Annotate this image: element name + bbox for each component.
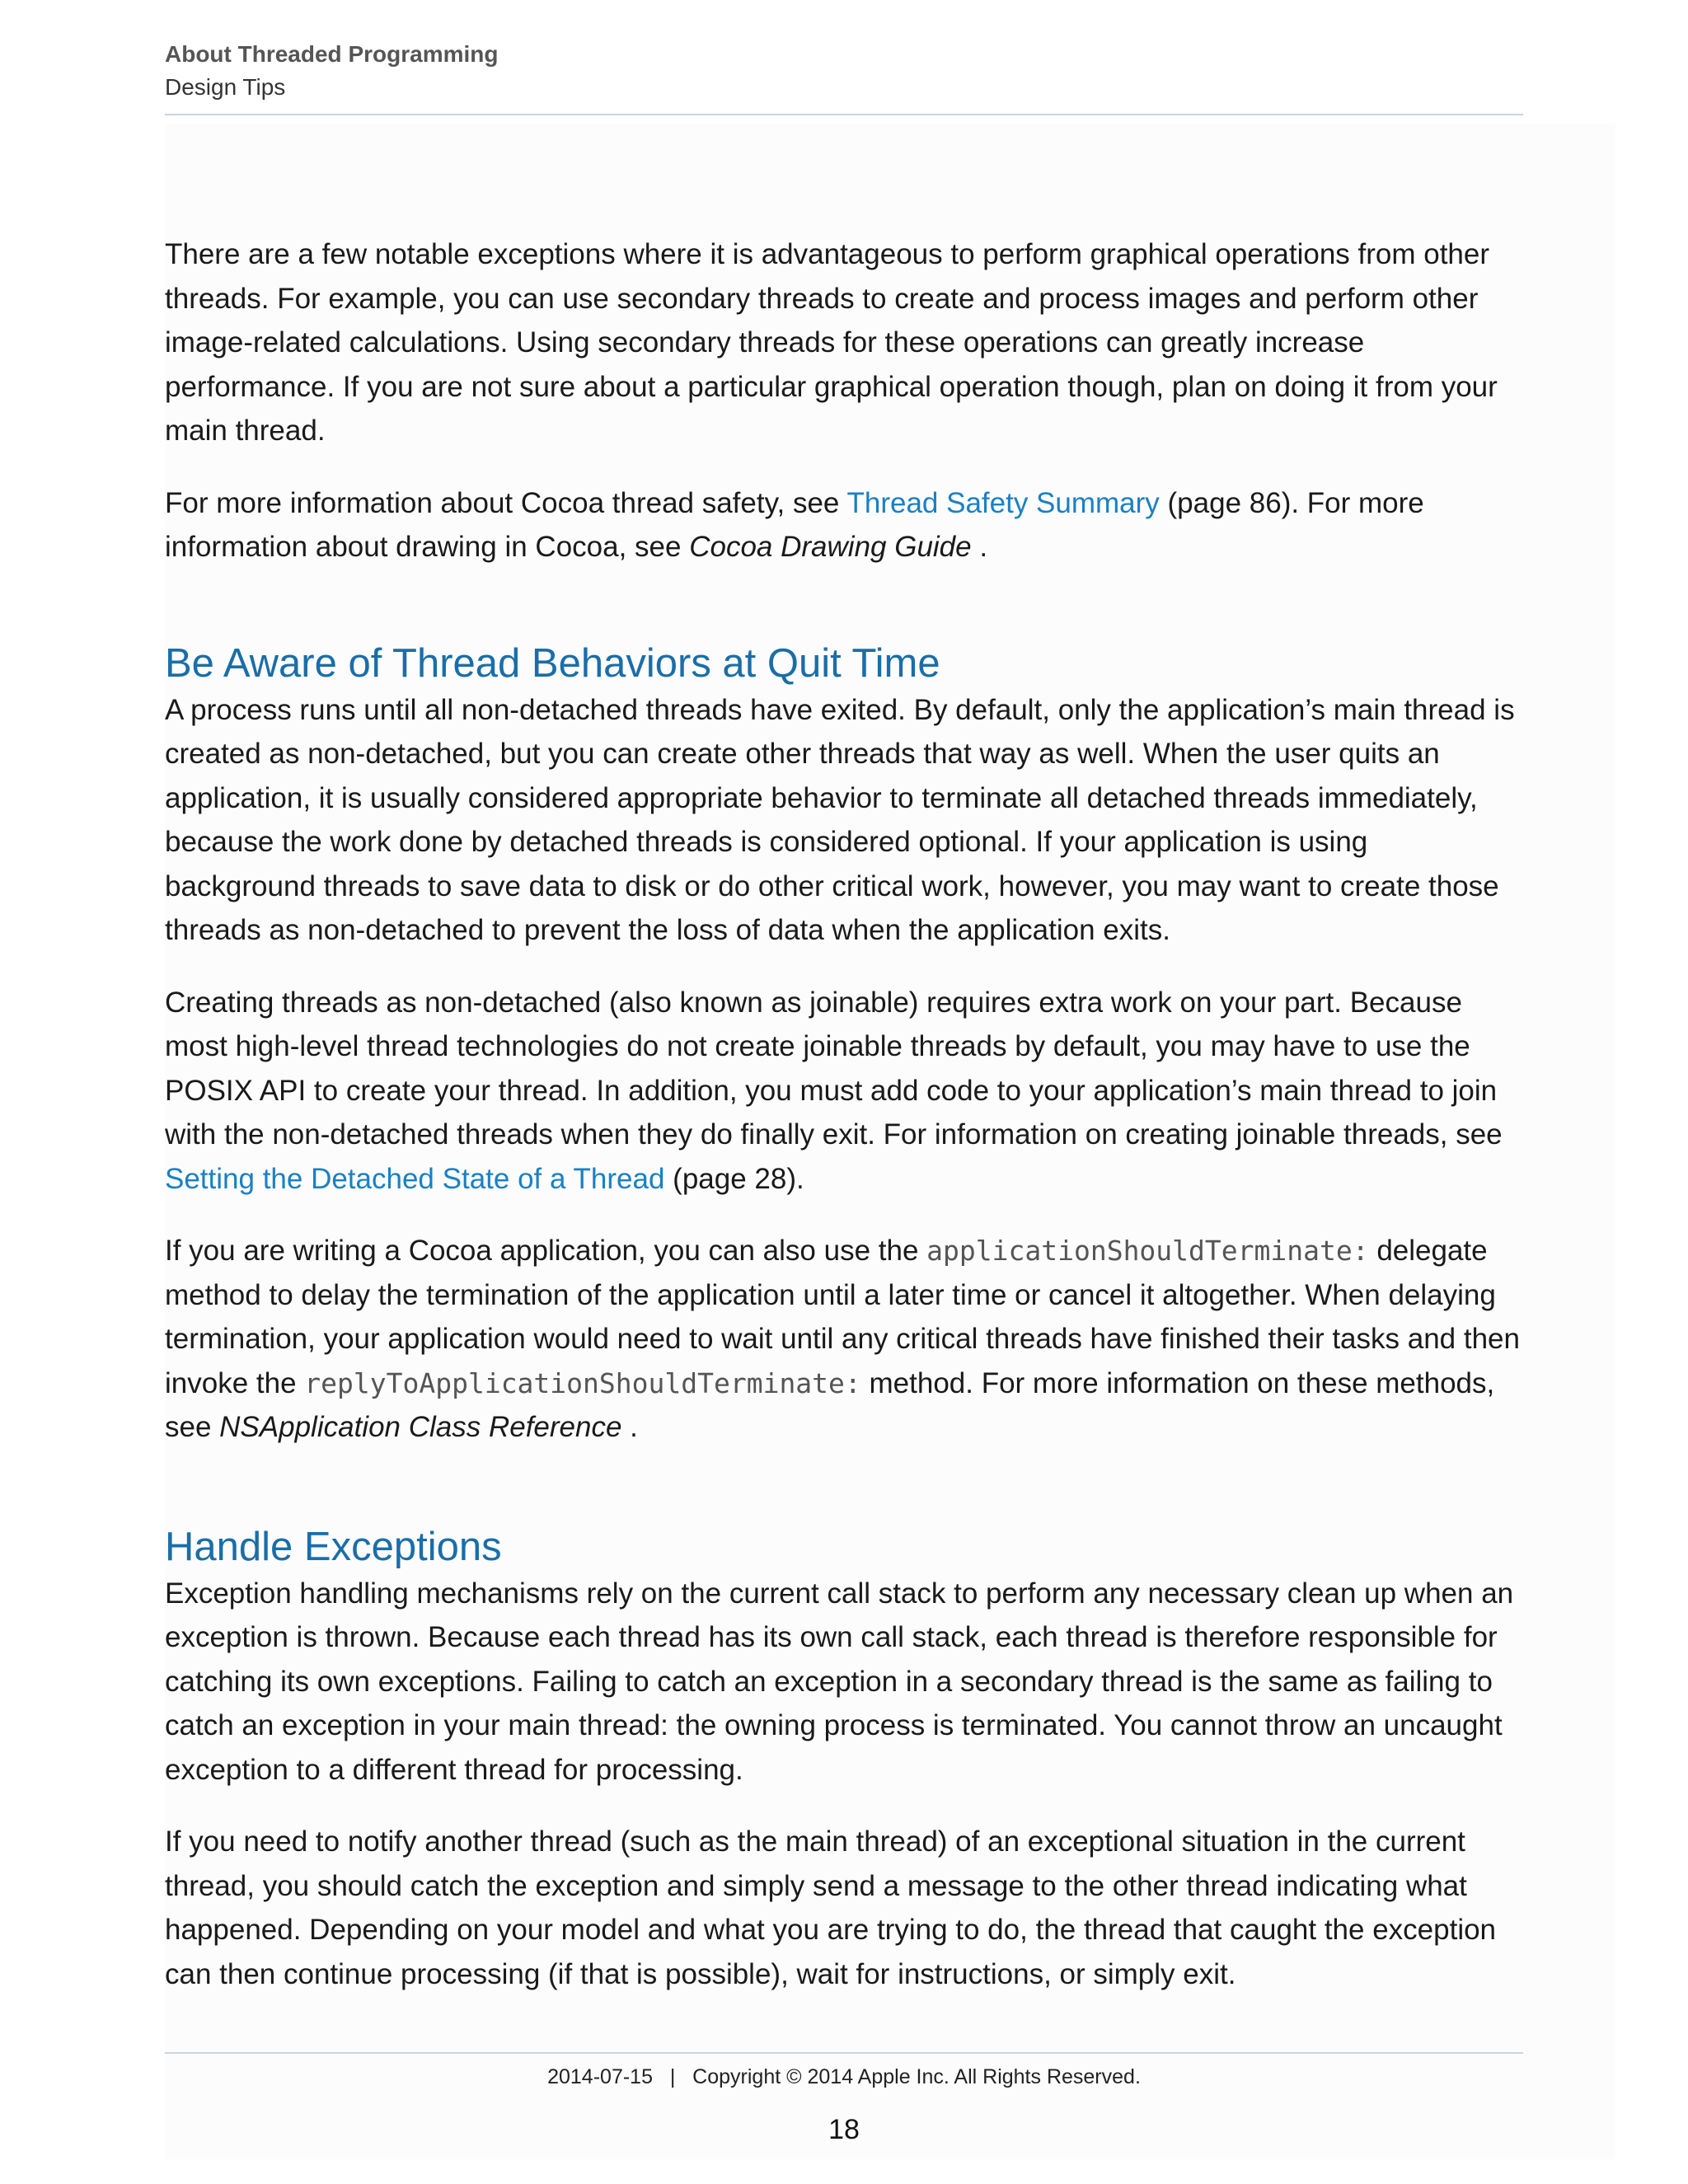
paragraph-process-runs: A process runs until all non-detached threads have exited. By default, only the application’s main thread is created as non-detached, but you can create other threads that way as well. When the user quits an application, it is usually considered appropriate behavior to terminate all detached threads immediately, because the work done by detached threads is considered optional. If your application is using background threads to save data to disk or do other critical work, however, you may want to create those threads as non-detached to prevent the loss of data when the application exits.: [165, 693, 1515, 946]
text-run: Creating threads as non-detached (also known as joinable) requires extra work on your part. Because most high-level thread technologies do not create joinable threads by default, you may have to use the POSIX API to create your thread. In addition, you must add code to your application’s main thread to join with the non-detached threads when they do finally exit. For information on creating joinable threads, see: [165, 986, 1503, 1151]
text-run: .: [621, 1411, 638, 1443]
text-run: For more information about Cocoa thread safety, see: [165, 486, 847, 519]
nsapplication-class-reference-title: NSApplication Class Reference: [219, 1411, 622, 1443]
heading-quit-time: Be Aware of Thread Behaviors at Quit Time: [165, 640, 940, 686]
running-header: [165, 38, 1523, 104]
cocoa-drawing-guide-title: Cocoa Drawing Guide: [689, 531, 972, 563]
paragraph-cocoa-termination: [165, 1229, 1523, 1450]
text-run: (page 28).: [664, 1162, 804, 1195]
paragraph-joinable: [165, 981, 1523, 1202]
chapter-title: About Threaded Programming: [165, 41, 499, 67]
main-content: [165, 232, 1523, 2024]
text-run: delegate method to delay the termination of the application until a later time or cancel it altogether. When delaying termination, your application would need to wait until any critical threads have finished their tasks and then invoke the: [165, 1235, 1520, 1399]
footer-copyright: Copyright © 2014 Apple Inc. All Rights Reserved.: [692, 2065, 1141, 2088]
text-run: method. For more information on these methods, see: [165, 1366, 1495, 1443]
paragraph-graphics-exceptions: There are a few notable exceptions where it is advantageous to perform graphical operations from other threads. For example, you can use secondary threads to create and process images and perform other image-related calculations. Using secondary threads for these operations can greatly increase performance. If you are not sure about a particular graphical operation though, plan on doing it from your main thread.: [165, 238, 1498, 447]
spacer: [165, 1478, 1523, 1522]
paragraph-notify-thread: If you need to notify another thread (such as the main thread) of an exceptional situation in the current thread, you should catch the exception and simply send a message to the other thread indicating what happened. Depending on your model and what you are trying to do, the thread that caught the exception can then continue processing (if that is possible), wait for instructions, or simply exit.: [165, 1825, 1497, 1990]
header-divider: [165, 114, 1523, 115]
spacer: [165, 598, 1523, 639]
code-application-should-terminate: applicationShouldTerminate:: [926, 1235, 1369, 1267]
paragraph-more-info: [165, 481, 1523, 569]
code-reply-to-application-should-terminate: replyToApplicationShouldTerminate:: [304, 1366, 861, 1399]
footer-divider: [165, 2052, 1523, 2054]
text-run: (page 86). For more information about drawing in Cocoa, see: [165, 486, 1424, 563]
footer: [165, 2065, 1523, 2089]
detached-state-link[interactable]: Setting the Detached State of a Thread: [165, 1162, 665, 1195]
text-run: If you are writing a Cocoa application, you can also use the: [165, 1235, 927, 1267]
heading-handle-exceptions: Handle Exceptions: [165, 1524, 502, 1569]
footer-date: 2014-07-15: [547, 2065, 653, 2088]
page-number: 18: [828, 2114, 860, 2145]
thread-safety-summary-link[interactable]: Thread Safety Summary: [846, 486, 1160, 519]
footer-separator: |: [669, 2065, 676, 2088]
text-run: .: [971, 531, 988, 563]
section-title: Design Tips: [165, 74, 286, 100]
paragraph-exception-handling: Exception handling mechanisms rely on the current call stack to perform any necessary clean up when an exception is thrown. Because each thread has its own call stack, each thread is therefore responsible for catching its own exceptions. Failing to catch an exception in a secondary thread is the same as failing to catch an exception in your main thread: the owning process is terminated. You cannot throw an uncaught exception to a different thread for processing.: [165, 1577, 1514, 1786]
